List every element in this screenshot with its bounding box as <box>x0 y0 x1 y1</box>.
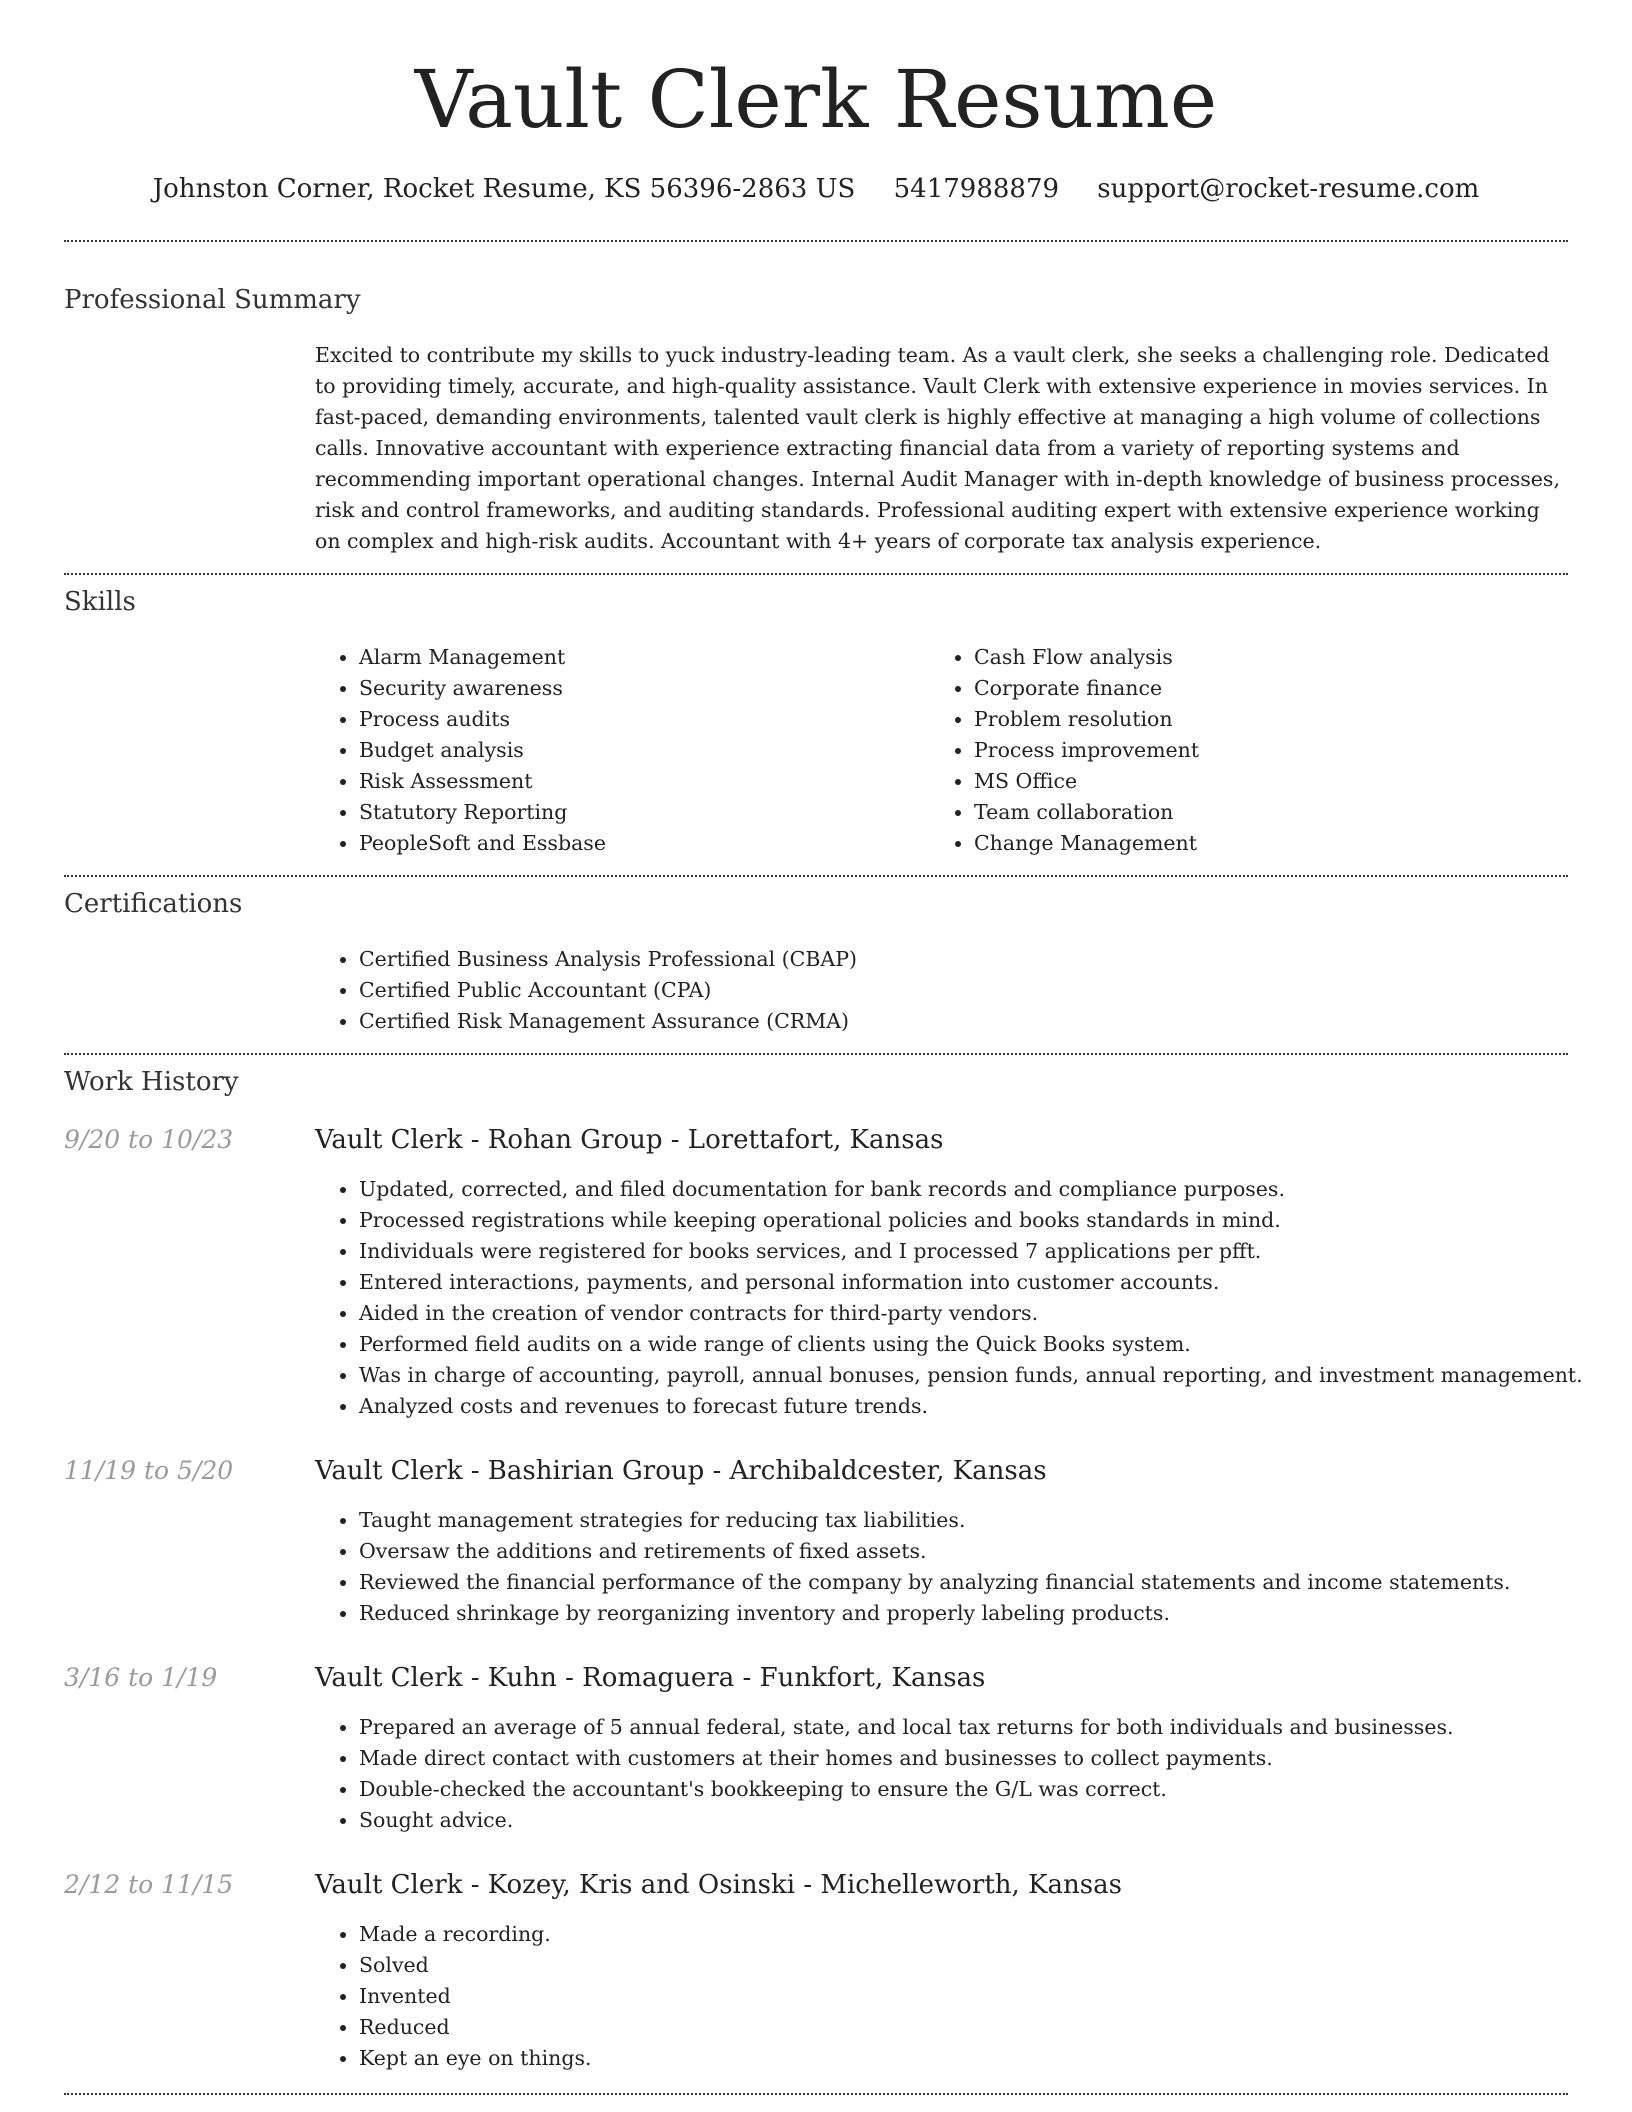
job-bullets <box>315 1174 1583 1422</box>
contact-phone: 5417988879 <box>893 174 1060 204</box>
list-item: • Invented <box>359 1981 592 2012</box>
contact-email: support@rocket-resume.com <box>1097 174 1480 204</box>
list-item: • Problem resolution <box>974 704 1199 735</box>
divider <box>64 573 1568 575</box>
skills-list-right <box>930 642 1199 859</box>
list-item: • Certified Business Analysis Professional (CBAP) <box>359 944 857 975</box>
list-item: • Process improvement <box>974 735 1199 766</box>
list-item: • Corporate finance <box>974 673 1199 704</box>
list-item: • PeopleSoft and Essbase <box>359 828 606 859</box>
job-title: Vault Clerk - Kuhn - Romaguera - Funkfort, Kansas <box>315 1663 986 1693</box>
list-item: • Oversaw the additions and retirements of fixed assets. <box>359 1536 1510 1567</box>
list-item: • Analyzed costs and revenues to forecast future trends. <box>359 1391 1583 1422</box>
list-item: • Statutory Reporting <box>359 797 606 828</box>
list-item: • Process audits <box>359 704 606 735</box>
list-item: • Change Management <box>974 828 1199 859</box>
divider <box>64 2093 1568 2095</box>
skills-list-left <box>315 642 606 859</box>
section-title-skills: Skills <box>64 587 136 617</box>
summary-text: Excited to contribute my skills to yuck industry-leading team. As a vault clerk, she seeks a challenging role. Dedicated to providing timely, accurate, and high-quality assistance. Vault Clerk with extensive experience in movies services. In fast-paced, demanding environments, talented vault clerk is highly effective at managing a high volume of collections calls. Innovative accountant with experience extracting financial data from a variety of reporting systems and recommending important operational changes. Internal Audit Manager with in-depth knowledge of business processes, risk and control frameworks, and auditing standards. Professional auditing expert with extensive experience working on complex and high-risk audits. Accountant with 4+ years of corporate tax analysis experience. <box>315 343 1560 553</box>
contact-line <box>0 170 1632 208</box>
job-dates: 3/16 to 1/19 <box>64 1663 218 1692</box>
list-item: • Taught management strategies for reducing tax liabilities. <box>359 1505 1510 1536</box>
list-item: • Double-checked the accountant's bookkeeping to ensure the G/L was correct. <box>359 1774 1454 1805</box>
list-item: • Individuals were registered for books services, and I processed 7 applications per pfft. <box>359 1236 1583 1267</box>
list-item: • Performed field audits on a wide range of clients using the Quick Books system. <box>359 1329 1583 1360</box>
list-item: • Updated, corrected, and filed documentation for bank records and compliance purposes. <box>359 1174 1583 1205</box>
divider <box>64 1053 1568 1055</box>
job-title: Vault Clerk - Bashirian Group - Archibaldcester, Kansas <box>315 1456 1047 1486</box>
list-item: • Cash Flow analysis <box>974 642 1199 673</box>
section-title-summary: Professional Summary <box>64 285 361 315</box>
divider <box>64 240 1568 242</box>
list-item: • Security awareness <box>359 673 606 704</box>
job-dates: 9/20 to 10/23 <box>64 1125 234 1154</box>
job-title: Vault Clerk - Kozey, Kris and Osinski - Michelleworth, Kansas <box>315 1870 1122 1900</box>
job-bullets <box>315 1505 1510 1629</box>
list-item: • Certified Public Accountant (CPA) <box>359 975 857 1006</box>
section-title-certifications: Certifications <box>64 889 243 919</box>
list-item: • Alarm Management <box>359 642 606 673</box>
list-item: • Kept an eye on things. <box>359 2043 592 2074</box>
job-title: Vault Clerk - Rohan Group - Lorettafort, Kansas <box>315 1125 944 1155</box>
job-dates: 2/12 to 11/15 <box>64 1870 234 1899</box>
list-item: • Risk Assessment <box>359 766 606 797</box>
list-item: • MS Office <box>974 766 1199 797</box>
divider <box>64 875 1568 877</box>
job-dates: 11/19 to 5/20 <box>64 1456 234 1485</box>
list-item: • Reviewed the financial performance of the company by analyzing financial statements and income statements. <box>359 1567 1510 1598</box>
list-item: • Sought advice. <box>359 1805 1454 1836</box>
list-item: • Was in charge of accounting, payroll, annual bonuses, pension funds, annual reporting, and investment management. <box>359 1360 1583 1391</box>
job-bullets <box>315 1712 1454 1836</box>
certifications-list <box>315 944 857 1037</box>
list-item: • Processed registrations while keeping operational policies and books standards in mind. <box>359 1205 1583 1236</box>
list-item: • Certified Risk Management Assurance (CRMA) <box>359 1006 857 1037</box>
list-item: • Solved <box>359 1950 592 1981</box>
list-item: • Reduced shrinkage by reorganizing inventory and properly labeling products. <box>359 1598 1510 1629</box>
list-item: • Team collaboration <box>974 797 1199 828</box>
list-item: • Reduced <box>359 2012 592 2043</box>
contact-address: Johnston Corner, Rocket Resume, KS 56396-2863 US <box>152 174 856 204</box>
list-item: • Entered interactions, payments, and personal information into customer accounts. <box>359 1267 1583 1298</box>
list-item: • Made direct contact with customers at their homes and businesses to collect payments. <box>359 1743 1454 1774</box>
list-item: • Aided in the creation of vendor contracts for third-party vendors. <box>359 1298 1583 1329</box>
list-item: • Made a recording. <box>359 1919 592 1950</box>
section-title-work-history: Work History <box>64 1067 239 1097</box>
list-item: • Budget analysis <box>359 735 606 766</box>
job-bullets <box>315 1919 592 2074</box>
resume-title: Vault Clerk Resume <box>414 53 1218 146</box>
list-item: • Prepared an average of 5 annual federal, state, and local tax returns for both individuals and businesses. <box>359 1712 1454 1743</box>
